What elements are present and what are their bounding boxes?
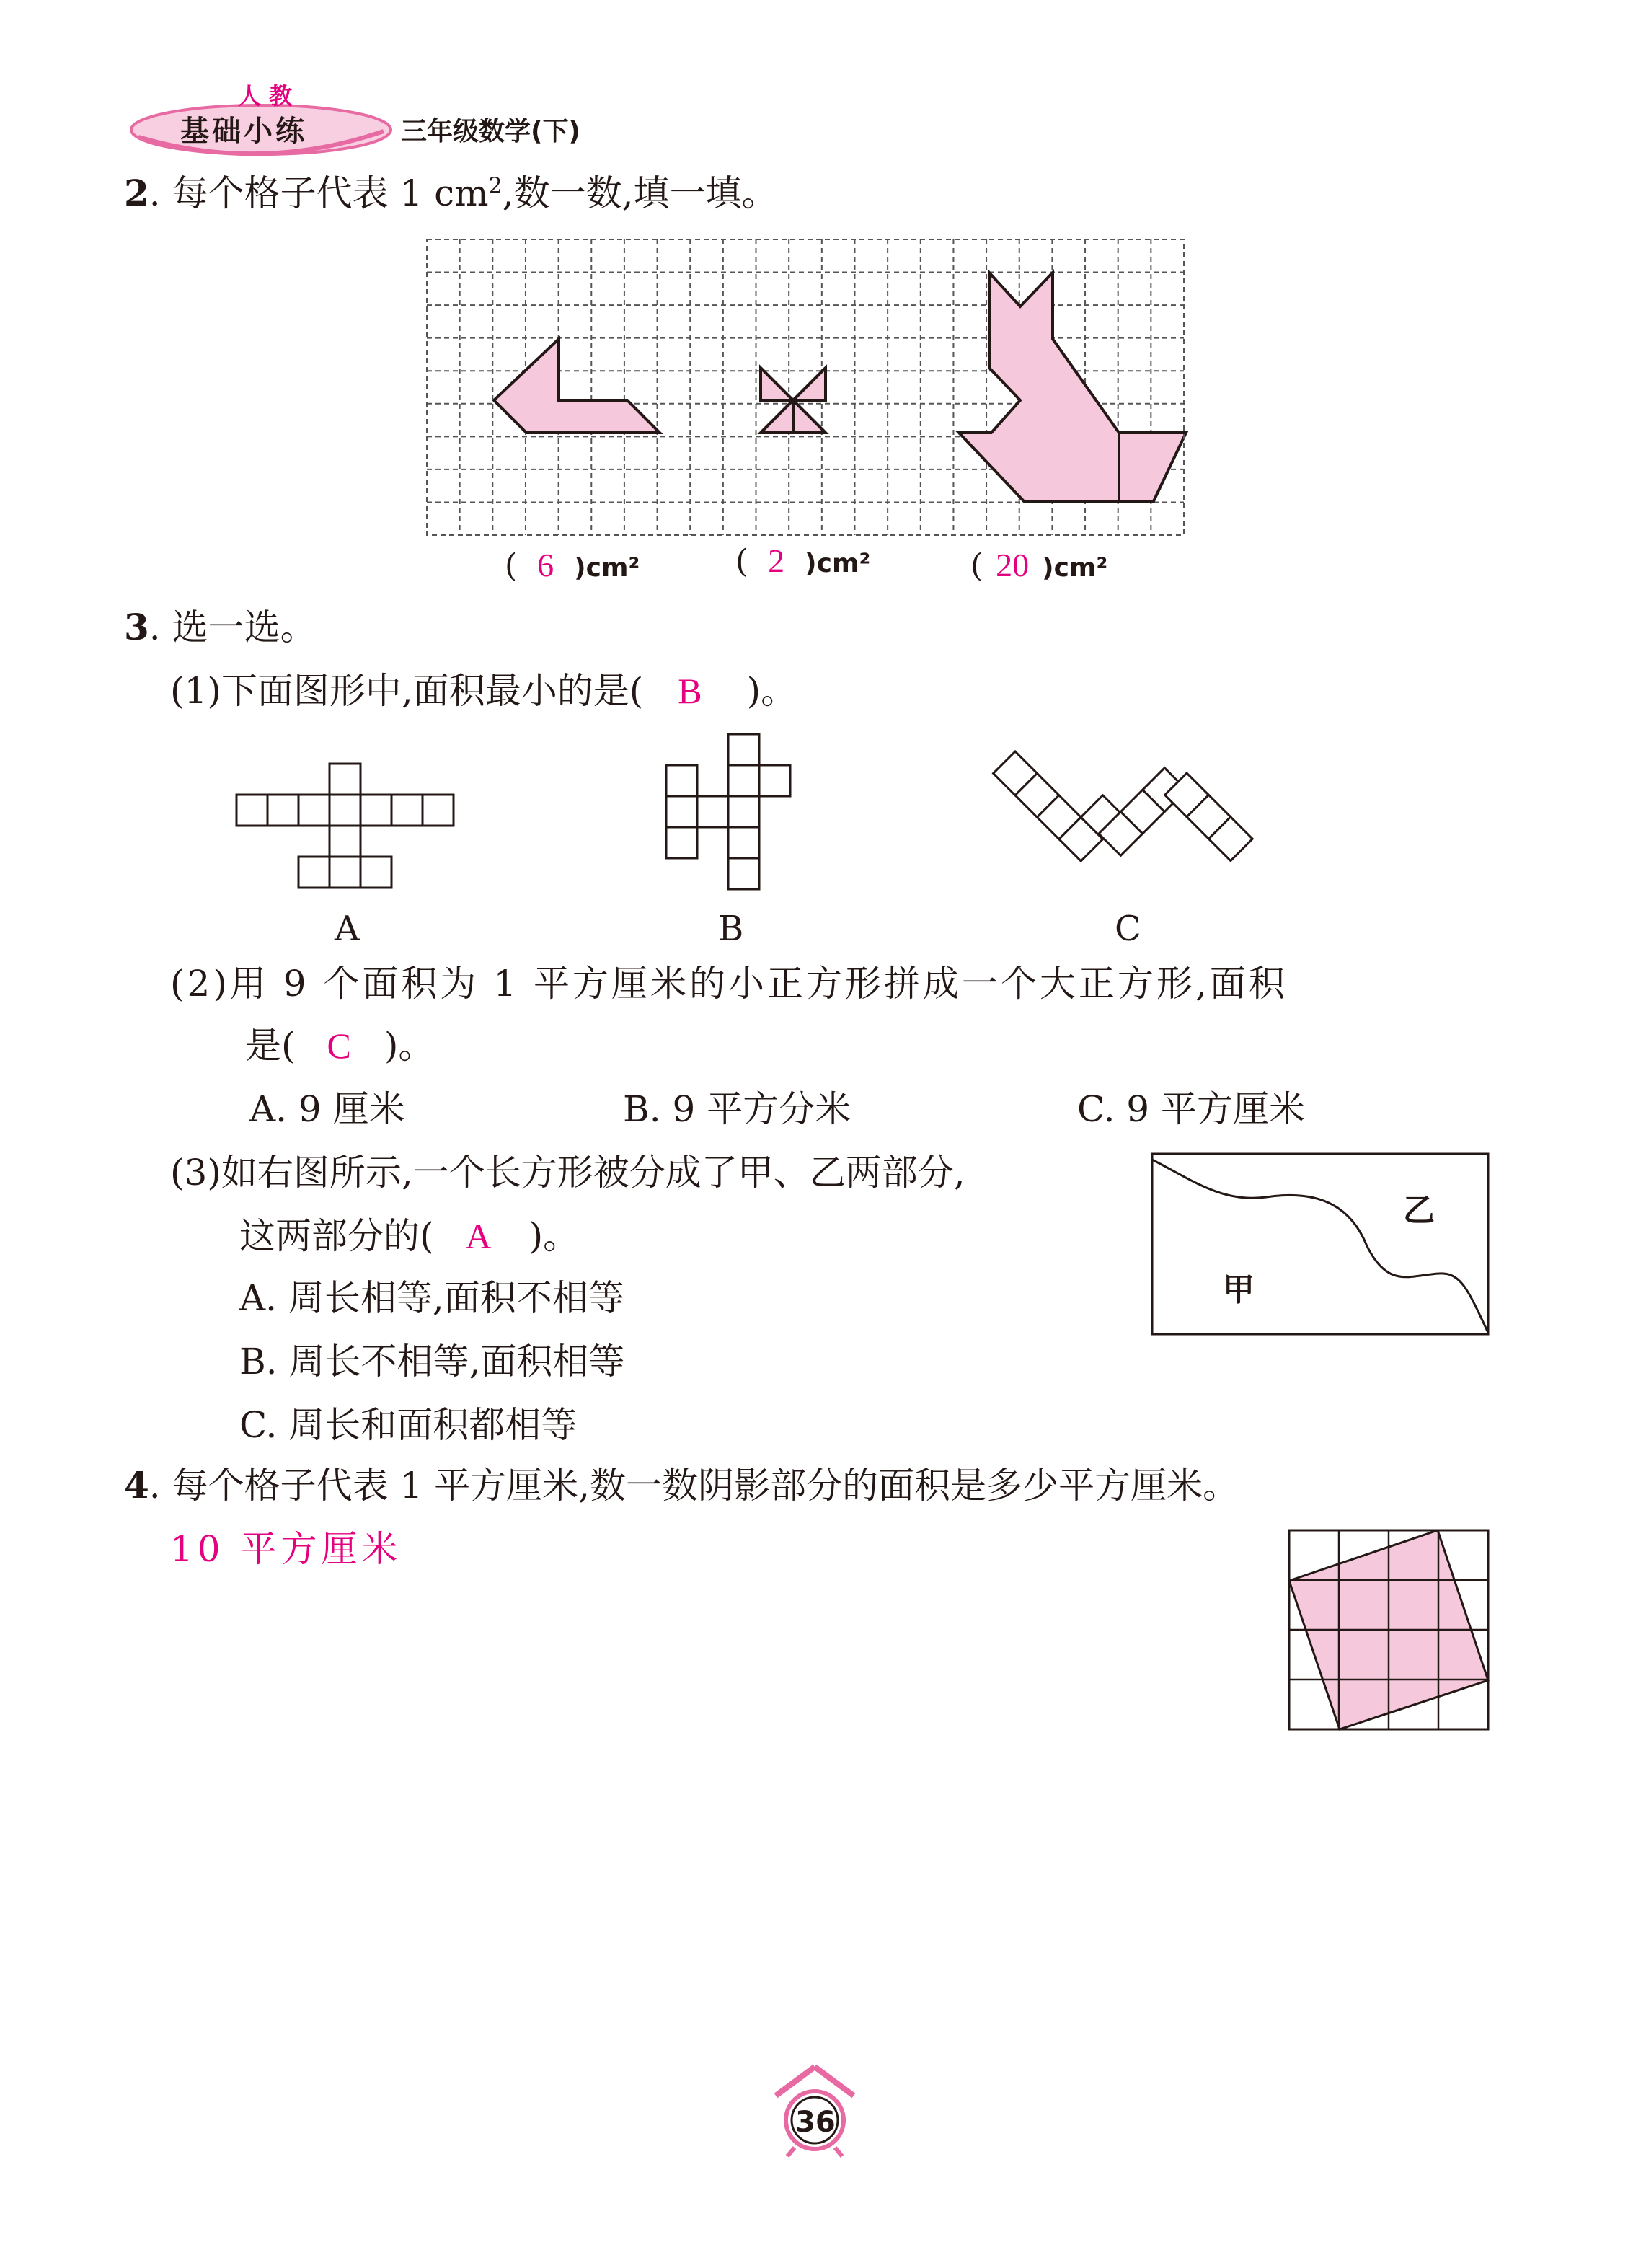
header-edition: 人 教 — [238, 82, 293, 110]
q2-shape-pinwheel — [761, 368, 826, 433]
q3-p2-option-b: B. 9 平方分米 — [623, 1088, 851, 1130]
q2-text-after: ,数一数,填一填。 — [502, 172, 778, 214]
q3-p3-label-left: 甲 — [1223, 1271, 1255, 1308]
q3-number: 3 — [124, 606, 149, 648]
footer-page-number: 36 — [795, 2106, 836, 2139]
q3-p1-answer: B — [678, 671, 702, 711]
q3-p3-option-b: B. 周长不相等,面积相等 — [239, 1341, 625, 1382]
q3-p2-line2: 是( C )。 — [245, 1025, 435, 1067]
q2-answer-3: 20 — [996, 547, 1030, 583]
q2-prompt — [124, 172, 778, 215]
q2-grid-figure — [425, 238, 1190, 541]
q4-prompt: 4. 每个格子代表 1 平方厘米,数一数阴影部分的面积是多少平方厘米。 — [124, 1464, 1239, 1506]
q2-sup: 2 — [488, 173, 503, 199]
q3-p3-answer: A — [465, 1216, 492, 1256]
q2-answer-1: 6 — [537, 547, 554, 583]
q2-shape-arrow — [494, 339, 660, 433]
q3-label-c: C — [1115, 909, 1141, 949]
q4-answer: 10 平方厘米 — [170, 1528, 402, 1570]
q2-number: 2 — [124, 172, 149, 214]
q3-p3-line1: (3)如右图所示,一个长方形被分成了甲、乙两部分, — [170, 1152, 965, 1193]
q3-p3-label-right: 乙 — [1403, 1192, 1435, 1229]
q3-title: 3. 选一选。 — [124, 606, 317, 648]
q3-p3-option-c: C. 周长和面积都相等 — [239, 1404, 578, 1446]
q3-p2-answer: C — [327, 1025, 351, 1066]
q2-answer-2: 2 — [768, 542, 785, 579]
q3-p2-option-a: A. 9 厘米 — [249, 1088, 405, 1130]
header-book: 三年级数学(下) — [401, 117, 580, 146]
q3-figure-c — [1001, 750, 1247, 891]
q2-shape-cat — [959, 273, 1186, 501]
q3-figure-a — [235, 763, 456, 890]
q2-blank-3: ( 20 )cm² — [970, 547, 1108, 584]
q2-text-before: . 每个格子代表 1 cm — [149, 172, 489, 214]
q2-blank-2: ( 2 )cm² — [735, 542, 871, 580]
q4-grid-figure — [1288, 1529, 1490, 1732]
q3-figure-b — [665, 733, 792, 890]
q3-p1: (1)下面图形中,面积最小的是( B )。 — [170, 670, 797, 712]
q3-label-b: B — [718, 909, 744, 949]
q4-number: 4 — [124, 1464, 149, 1506]
q3-p3-rectangle-figure — [1151, 1152, 1490, 1336]
q3-label-a: A — [335, 909, 360, 949]
q3-p2-line1: (2)用 9 个面积为 1 平方厘米的小正方形拼成一个大正方形,面积 — [170, 963, 1288, 1005]
header-series: 基础小练 — [180, 115, 307, 148]
q3-p2-option-c: C. 9 平方厘米 — [1077, 1088, 1305, 1130]
q3-p3-option-a: A. 周长相等,面积不相等 — [239, 1277, 624, 1319]
q2-blank-1: ( 6 )cm² — [505, 547, 640, 584]
q3-p3-line2: 这两部分的( A )。 — [239, 1215, 580, 1257]
